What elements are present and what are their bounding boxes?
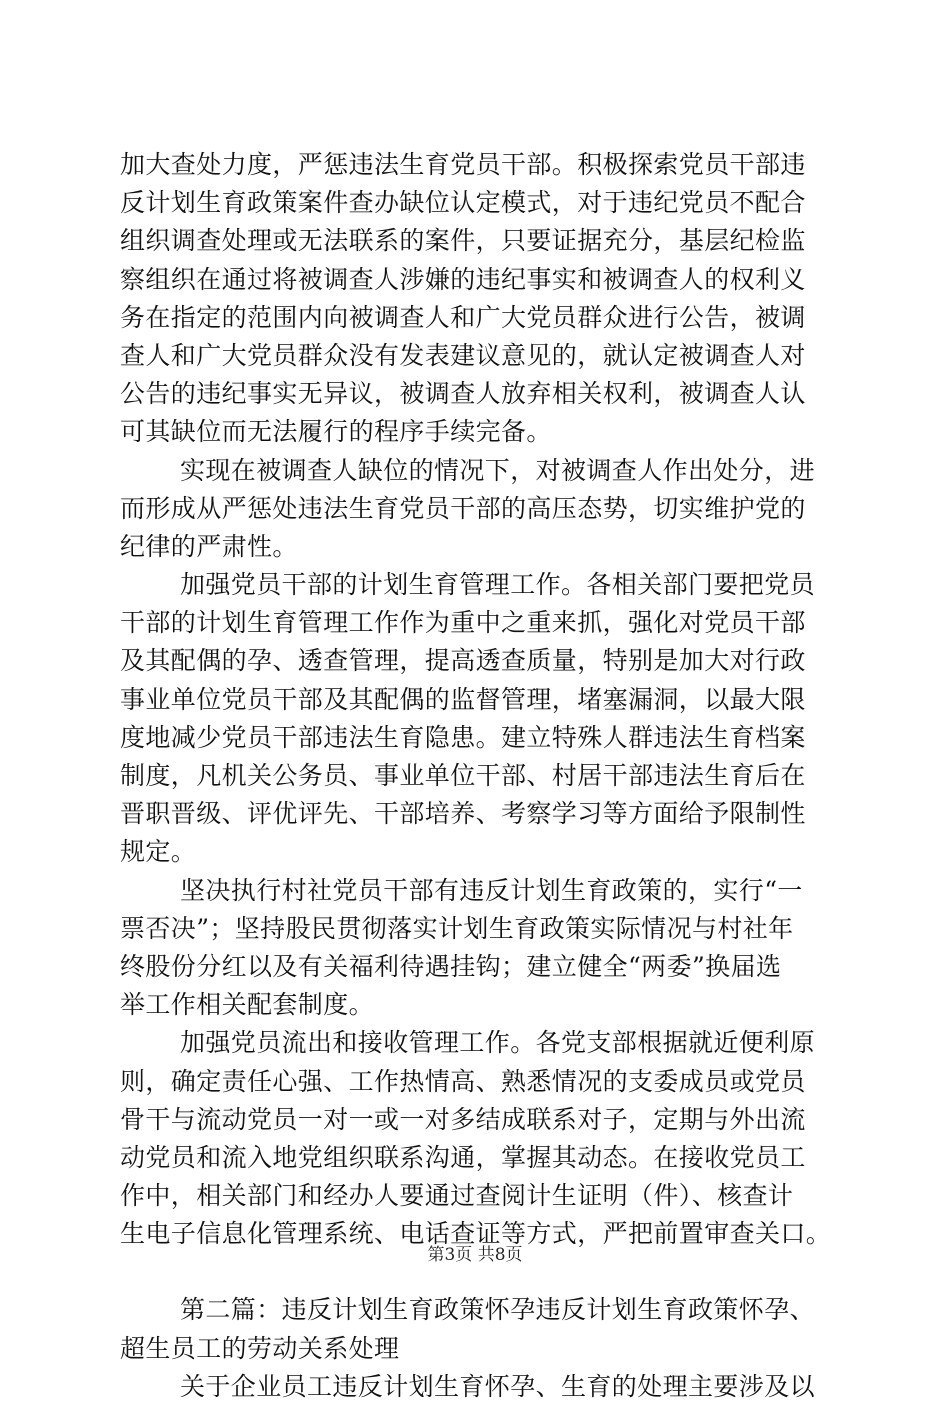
text-line: 规定。 xyxy=(120,837,197,867)
text-line: 而形成从严惩处违法生育党员干部的高压态势，切实维护党的 xyxy=(120,493,806,523)
body-text xyxy=(120,146,832,1406)
text-line: 务在指定的范围内向被调查人和广大党员群众进行公告，被调 xyxy=(120,302,806,332)
text-line: 动党员和流入地党组织联系沟通，掌握其动态。在接收党员工 xyxy=(120,1142,806,1172)
text-line: 纪律的严肃性。 xyxy=(120,531,298,561)
paragraph-first-line: 关于企业员工违反计划生育怀孕、生育的处理主要涉及以 xyxy=(180,1371,816,1401)
page-number-footer: 第3页 共8页 xyxy=(427,1245,523,1265)
text-line: 反计划生育政策案件查办缺位认定模式，对于违纪党员不配合 xyxy=(120,188,806,218)
text-line: 事业单位党员干部及其配偶的监督管理，堵塞漏洞，以最大限 xyxy=(120,684,806,714)
text-line: 骨干与流动党员一对一或一对多结成联系对子，定期与外出流 xyxy=(120,1104,806,1134)
paragraph-first-line: 坚决执行村社党员干部有违反计划生育政策的，实行“一 xyxy=(180,875,803,905)
text-line: 及其配偶的孕、透查管理，提高透查质量，特别是加大对行政 xyxy=(120,646,806,676)
text-line: 度地减少党员干部违法生育隐患。建立特殊人群违法生育档案 xyxy=(120,722,806,752)
text-line: 则，确定责任心强、工作热情高、熟悉情况的支委成员或党员 xyxy=(120,1066,806,1096)
text-line: 公告的违纪事实无异议，被调查人放弃相关权利，被调查人认 xyxy=(120,379,806,409)
text-line: 干部的计划生育管理工作作为重中之重来抓，强化对党员干部 xyxy=(120,608,806,638)
text-line: 制度，凡机关公务员、事业单位干部、村居干部违法生育后在 xyxy=(120,761,806,790)
text-line: 组织调查处理或无法联系的案件，只要证据充分，基层纪检监 xyxy=(120,226,806,256)
section-heading: 第二篇：违反计划生育政策怀孕违反计划生育政策怀孕、 xyxy=(180,1295,816,1325)
text-line: 可其缺位而无法履行的程序手续完备。 xyxy=(120,417,552,447)
text-line: 票否决”；坚持股民贯彻落实计划生育政策实际情况与村社年 xyxy=(120,913,794,943)
text-line: 作中，相关部门和经办人要通过查阅计生证明（件）、核查计 xyxy=(120,1181,794,1211)
text-line: 察组织在通过将被调查人涉嫌的违纪事实和被调查人的权利义 xyxy=(120,264,806,294)
section-heading-continued: 超生员工的劳动关系处理 xyxy=(120,1333,400,1363)
text-line: 生电子信息化管理系统、电话查证等方式，严把前置审查关口。 xyxy=(120,1219,832,1249)
paragraph-first-line: 加强党员流出和接收管理工作。各党支部根据就近便利原 xyxy=(180,1028,816,1058)
text-line: 查人和广大党员群众没有发表建议意见的，就认定被调查人对 xyxy=(120,340,806,370)
paragraph-first-line: 实现在被调查人缺位的情况下，对被调查人作出处分，进 xyxy=(180,455,816,485)
paragraph-first-line: 加强党员干部的计划生育管理工作。各相关部门要把党员 xyxy=(180,570,816,600)
text-line: 晋职晋级、评优评先、干部培养、考察学习等方面给予限制性 xyxy=(120,799,806,829)
text-line: 加大查处力度，严惩违法生育党员干部。积极探索党员干部违 xyxy=(120,150,806,179)
text-line: 举工作相关配套制度。 xyxy=(120,990,375,1020)
text-line: 终股份分红以及有关福利待遇挂钩；建立健全“两委”换届选 xyxy=(120,951,782,981)
